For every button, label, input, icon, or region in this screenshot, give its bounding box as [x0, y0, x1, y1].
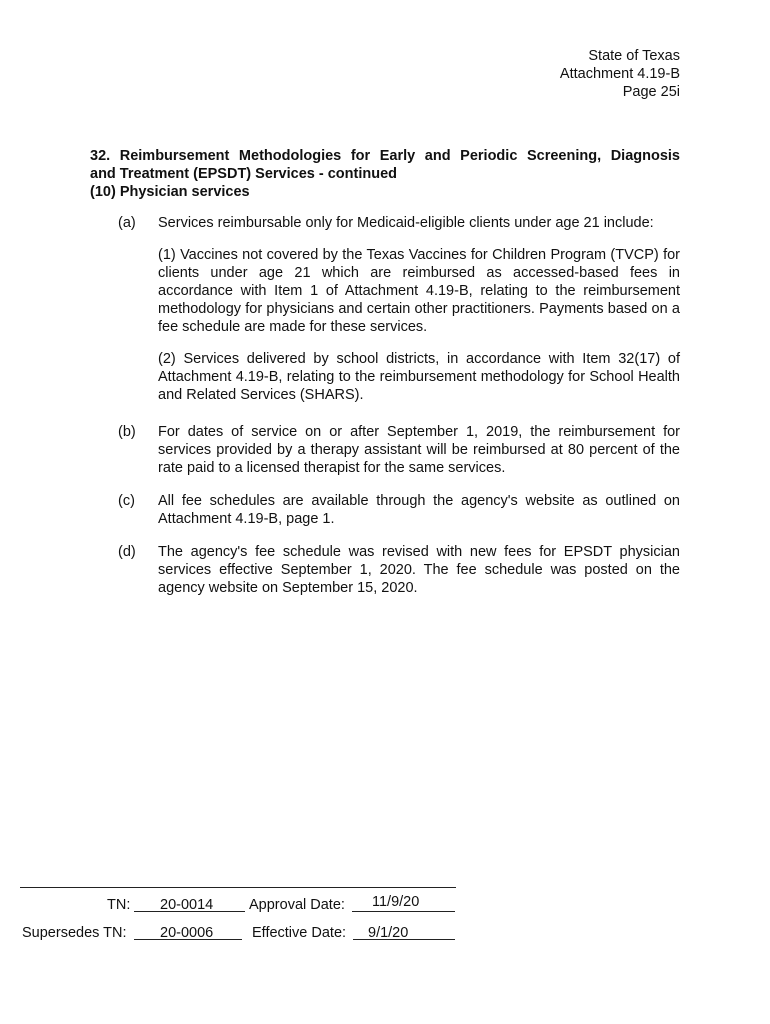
- paragraph: (2) Services delivered by school districts, in accordance with Item 32(17) of Attachment 4.19-B, relating to the reimbursement methodology for School Health and Related Services (SHARS).: [158, 351, 680, 403]
- paragraph: All fee schedules are available through the agency's website as outlined on Attachment 4.19-B, page 1.: [158, 493, 680, 527]
- paragraph: For dates of service on or after September 1, 2019, the reimbursement for services provided by a therapy assistant will be reimbursed at 80 percent of the rate paid to a licensed therapist for the same services.: [158, 424, 680, 476]
- section-heading: [90, 147, 680, 201]
- section-title-line-1: 32. Reimbursement Methodologies for Early and Periodic Screening, Diagnosis: [90, 148, 680, 164]
- list-item-body: [158, 543, 680, 597]
- list-marker: (c): [118, 493, 135, 509]
- supersedes-tn-label: Supersedes TN:: [22, 925, 127, 941]
- list-item-body: [158, 214, 680, 404]
- supersedes-tn-value: 20-0006: [134, 925, 242, 940]
- paragraph: The agency's fee schedule was revised with new fees for EPSDT physician services effective September 1, 2020. The fee schedule was posted on the agency website on September 15, 2020.: [158, 544, 680, 596]
- header-page-number: Page 25i: [622, 84, 680, 100]
- section-title-line-2: and Treatment (EPSDT) Services - continued: [90, 166, 397, 182]
- tn-label: TN:: [107, 897, 131, 913]
- section-subtitle: (10) Physician services: [90, 184, 250, 200]
- paragraph: Services reimbursable only for Medicaid-eligible clients under age 21 include:: [158, 215, 654, 231]
- header-attachment: Attachment 4.19-B: [559, 66, 680, 82]
- footer-divider: [20, 887, 456, 888]
- list-marker: (d): [118, 544, 136, 560]
- list-item-body: [158, 423, 680, 477]
- header-state: State of Texas: [588, 48, 680, 64]
- approval-date-value: 11/9/20: [352, 894, 455, 912]
- document-header: [560, 47, 680, 101]
- footer-row-tn: [20, 894, 456, 917]
- list-marker: (a): [118, 215, 136, 231]
- effective-date-value: 9/1/20: [353, 925, 455, 940]
- list-item-body: [158, 492, 680, 528]
- footer-row-supersedes: [20, 925, 456, 945]
- tn-value: 20-0014: [134, 897, 245, 912]
- approval-date-label: Approval Date:: [249, 897, 345, 913]
- effective-date-label: Effective Date:: [252, 925, 347, 941]
- list-marker: (b): [118, 424, 136, 440]
- paragraph: (1) Vaccines not covered by the Texas Vaccines for Children Program (TVCP) for clients under age 21 which are reimbursed as accessed-based fees in accordance with Item 1 of Attachment 4.19-B, relating to the reimbursement methodology for physicians and certain other practitioners. Payments based on a fee schedule are made for these services.: [158, 247, 680, 335]
